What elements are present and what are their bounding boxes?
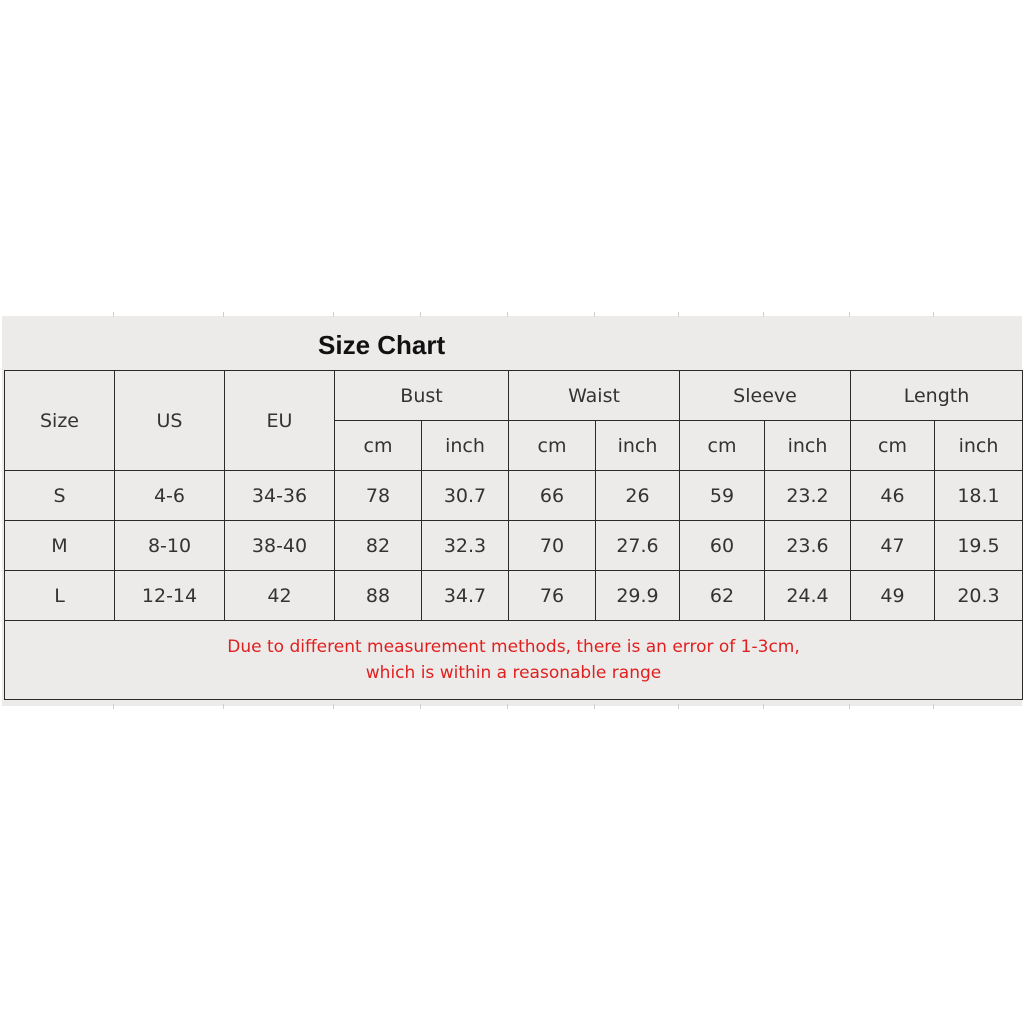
sleeve-inch-cell: 24.4 (765, 571, 851, 621)
waist-cm-cell: 66 (509, 471, 596, 521)
unit-cell: cm (509, 421, 596, 471)
waist-inch-cell: 27.6 (596, 521, 680, 571)
grid-tick (333, 704, 334, 709)
table-row (5, 471, 1023, 521)
chart-title: Size Chart (318, 330, 446, 360)
header-bust: Bust (335, 371, 509, 421)
header-row (5, 371, 1023, 421)
eu-cell: 42 (225, 571, 335, 621)
waist-cm-cell: 76 (509, 571, 596, 621)
grid-tick (420, 704, 421, 709)
note-line-2: which is within a reasonable range (365, 663, 662, 683)
unit-cell: inch (596, 421, 680, 471)
length-cm-cell: 46 (851, 471, 935, 521)
header-us: US (115, 371, 225, 471)
sleeve-inch-cell: 23.2 (765, 471, 851, 521)
grid-tick (113, 704, 114, 709)
header-eu: EU (225, 371, 335, 471)
table-row (5, 571, 1023, 621)
waist-inch-cell: 26 (596, 471, 680, 521)
unit-cell: cm (335, 421, 422, 471)
us-cell: 4-6 (115, 471, 225, 521)
unit-cell: cm (851, 421, 935, 471)
sleeve-cm-cell: 59 (680, 471, 765, 521)
length-inch-cell: 20.3 (935, 571, 1023, 621)
note-row (5, 621, 1023, 700)
eu-cell: 34-36 (225, 471, 335, 521)
size-table (4, 370, 1023, 700)
grid-tick (594, 704, 595, 709)
grid-tick (507, 704, 508, 709)
length-inch-cell: 18.1 (935, 471, 1023, 521)
grid-tick (763, 704, 764, 709)
bust-inch-cell: 34.7 (422, 571, 509, 621)
table-row (5, 521, 1023, 571)
header-length: Length (851, 371, 1023, 421)
sleeve-inch-cell: 23.6 (765, 521, 851, 571)
us-cell: 8-10 (115, 521, 225, 571)
sleeve-cm-cell: 60 (680, 521, 765, 571)
length-inch-cell: 19.5 (935, 521, 1023, 571)
bust-inch-cell: 30.7 (422, 471, 509, 521)
bust-cm-cell: 88 (335, 571, 422, 621)
eu-cell: 38-40 (225, 521, 335, 571)
grid-tick (849, 704, 850, 709)
size-cell: L (5, 571, 115, 621)
bust-inch-cell: 32.3 (422, 521, 509, 571)
bust-cm-cell: 82 (335, 521, 422, 571)
title-row (2, 316, 1022, 370)
unit-cell: cm (680, 421, 765, 471)
size-cell: M (5, 521, 115, 571)
size-cell: S (5, 471, 115, 521)
unit-cell: inch (935, 421, 1023, 471)
waist-inch-cell: 29.9 (596, 571, 680, 621)
grid-tick (933, 704, 934, 709)
length-cm-cell: 47 (851, 521, 935, 571)
unit-cell: inch (765, 421, 851, 471)
unit-cell: inch (422, 421, 509, 471)
size-chart-sheet (2, 316, 1022, 706)
header-sleeve: Sleeve (680, 371, 851, 421)
header-waist: Waist (509, 371, 680, 421)
grid-tick (223, 704, 224, 709)
sleeve-cm-cell: 62 (680, 571, 765, 621)
bust-cm-cell: 78 (335, 471, 422, 521)
header-size: Size (5, 371, 115, 471)
waist-cm-cell: 70 (509, 521, 596, 571)
us-cell: 12-14 (115, 571, 225, 621)
measurement-note (5, 621, 1023, 700)
note-line-1: Due to different measurement methods, there is an error of 1-3cm, (227, 637, 800, 657)
grid-tick (678, 704, 679, 709)
length-cm-cell: 49 (851, 571, 935, 621)
